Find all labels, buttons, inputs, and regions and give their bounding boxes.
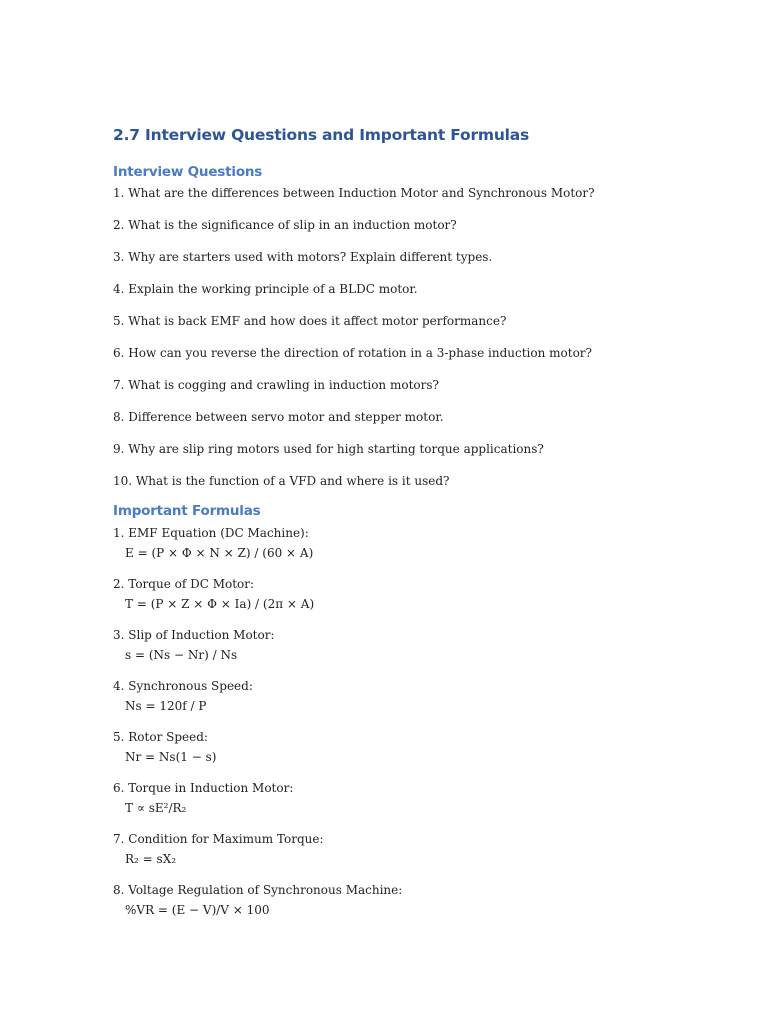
formula-expression: T ∝ sE²/R₂ bbox=[125, 800, 187, 815]
question-item: 6. How can you reverse the direction of rotation in a 3-phase induction motor? bbox=[113, 346, 592, 360]
formula-label: 8. Voltage Regulation of Synchronous Machine: bbox=[113, 883, 403, 897]
formula-item bbox=[113, 830, 733, 869]
formula-expression: s = (Ns − Nr) / Ns bbox=[125, 647, 238, 662]
important-formulas-heading: Important Formulas bbox=[113, 503, 261, 519]
formula-item bbox=[113, 728, 733, 767]
question-item: 9. Why are slip ring motors used for high starting torque applications? bbox=[113, 442, 544, 456]
formula-item bbox=[113, 677, 733, 716]
question-item: 8. Difference between servo motor and stepper motor. bbox=[113, 410, 444, 424]
formula-label: 1. EMF Equation (DC Machine): bbox=[113, 526, 309, 540]
question-item: 1. What are the differences between Induction Motor and Synchronous Motor? bbox=[113, 186, 595, 200]
formula-expression: %VR = (E − V)/V × 100 bbox=[125, 902, 270, 917]
question-item: 10. What is the function of a VFD and where is it used? bbox=[113, 474, 450, 488]
formula-expression: R₂ = sX₂ bbox=[125, 851, 177, 866]
interview-questions-list bbox=[113, 185, 733, 489]
formula-label: 6. Torque in Induction Motor: bbox=[113, 781, 294, 795]
interview-questions-heading: Interview Questions bbox=[113, 164, 263, 180]
formula-expression: Nr = Ns(1 − s) bbox=[125, 749, 217, 764]
formula-label: 5. Rotor Speed: bbox=[113, 730, 208, 744]
document-content bbox=[113, 124, 733, 932]
question-item: 5. What is back EMF and how does it affect motor performance? bbox=[113, 314, 507, 328]
important-formulas-list bbox=[113, 524, 733, 920]
formula-label: 4. Synchronous Speed: bbox=[113, 679, 253, 693]
page-title: 2.7 Interview Questions and Important Formulas bbox=[113, 126, 530, 144]
formula-label: 2. Torque of DC Motor: bbox=[113, 577, 255, 591]
formula-expression: Ns = 120f / P bbox=[125, 698, 207, 713]
formula-expression: E = (P × Φ × N × Z) / (60 × A) bbox=[125, 545, 314, 560]
formula-label: 3. Slip of Induction Motor: bbox=[113, 628, 275, 642]
question-item: 7. What is cogging and crawling in induction motors? bbox=[113, 378, 439, 392]
formula-item bbox=[113, 524, 733, 563]
formula-item bbox=[113, 575, 733, 614]
question-item: 2. What is the significance of slip in an induction motor? bbox=[113, 218, 457, 232]
question-item: 3. Why are starters used with motors? Explain different types. bbox=[113, 250, 493, 264]
formula-item bbox=[113, 779, 733, 818]
formula-item bbox=[113, 626, 733, 665]
formula-label: 7. Condition for Maximum Torque: bbox=[113, 832, 324, 846]
question-item: 4. Explain the working principle of a BLDC motor. bbox=[113, 282, 418, 296]
formula-expression: T = (P × Z × Φ × Ia) / (2π × A) bbox=[125, 596, 315, 611]
formula-item bbox=[113, 881, 733, 920]
